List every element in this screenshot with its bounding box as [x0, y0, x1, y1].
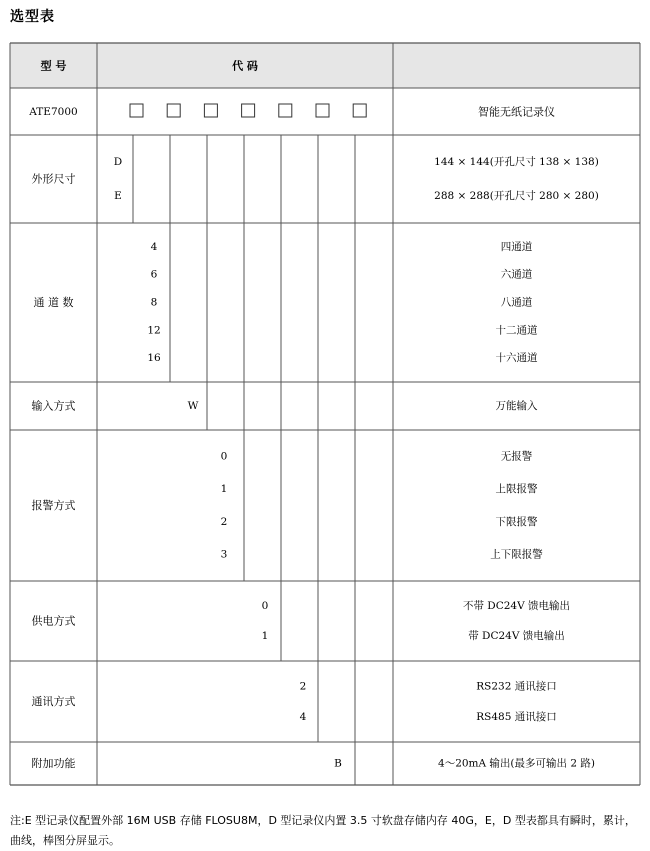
option-code: 4 [150, 240, 158, 253]
option-desc: 上限报警 [495, 483, 538, 496]
option-code: 1 [261, 630, 269, 642]
section-label-extra: 附加功能 [31, 757, 76, 770]
option-code: 16 [147, 352, 161, 365]
option-code: 2 [220, 515, 228, 528]
header-code: 代 码 [232, 59, 258, 73]
section-label-input: 输入方式 [31, 399, 76, 413]
section-label-channels: 通 道 数 [33, 296, 74, 309]
option-code: 12 [147, 324, 161, 337]
option-desc: RS232 通讯接口 [476, 680, 557, 693]
option-code: W [187, 400, 199, 412]
option-code: 1 [220, 483, 228, 496]
option-desc: 四通道 [500, 240, 533, 253]
option-desc: 十二通道 [495, 324, 538, 337]
option-code: E [114, 190, 122, 202]
option-desc: 288 × 288(开孔尺寸 280 × 280) [434, 190, 599, 202]
header-desc-bg [393, 43, 640, 88]
option-desc: 上下限报警 [490, 548, 543, 561]
section-label-power: 供电方式 [31, 614, 76, 628]
footnote: 注:E 型记录仪配置外部 16M USB 存储 FLOSU8M，D 型记录仪内置 3.5 寸软盘存储内存 40G，E，D 型表都具有瞬时，累计，曲线，棒图分屏显示。 [10, 814, 636, 847]
section-label-comm: 通讯方式 [31, 695, 76, 708]
option-desc: 144 × 144(开孔尺寸 138 × 138) [434, 156, 599, 168]
section-label-size: 外形尺寸 [31, 172, 76, 186]
section-label-alarm: 报警方式 [31, 499, 76, 512]
code-box[interactable] [316, 104, 329, 117]
option-desc: 无报警 [500, 450, 533, 463]
option-code: 4 [299, 710, 307, 723]
base-model-label: ATE7000 [29, 106, 78, 118]
option-desc: 带 DC24V 馈电输出 [468, 630, 565, 642]
base-desc: 智能无纸记录仪 [478, 105, 555, 119]
page-title: 选型表 [10, 9, 55, 25]
option-desc: 4～20mA 输出(最多可输出 2 路) [438, 757, 595, 770]
option-code: 3 [220, 548, 228, 561]
option-code: 8 [150, 296, 158, 309]
option-desc: RS485 通讯接口 [476, 710, 557, 723]
code-box[interactable] [204, 104, 217, 117]
option-code: 2 [299, 680, 307, 693]
code-box[interactable] [130, 104, 143, 117]
code-box[interactable] [242, 104, 255, 117]
option-desc: 万能输入 [495, 400, 538, 412]
option-desc: 下限报警 [495, 515, 538, 528]
option-desc: 八通道 [500, 296, 533, 309]
code-box[interactable] [279, 104, 292, 117]
code-box[interactable] [353, 104, 366, 117]
option-code: B [334, 757, 342, 770]
option-desc: 六通道 [500, 268, 533, 281]
option-code: 6 [150, 268, 158, 281]
header-model: 型 号 [40, 59, 67, 73]
option-code: 0 [220, 450, 228, 463]
option-desc: 十六通道 [495, 352, 538, 365]
option-code: 0 [261, 600, 269, 612]
option-code: D [113, 156, 123, 168]
option-desc: 不带 DC24V 馈电输出 [462, 600, 571, 612]
code-box[interactable] [167, 104, 180, 117]
